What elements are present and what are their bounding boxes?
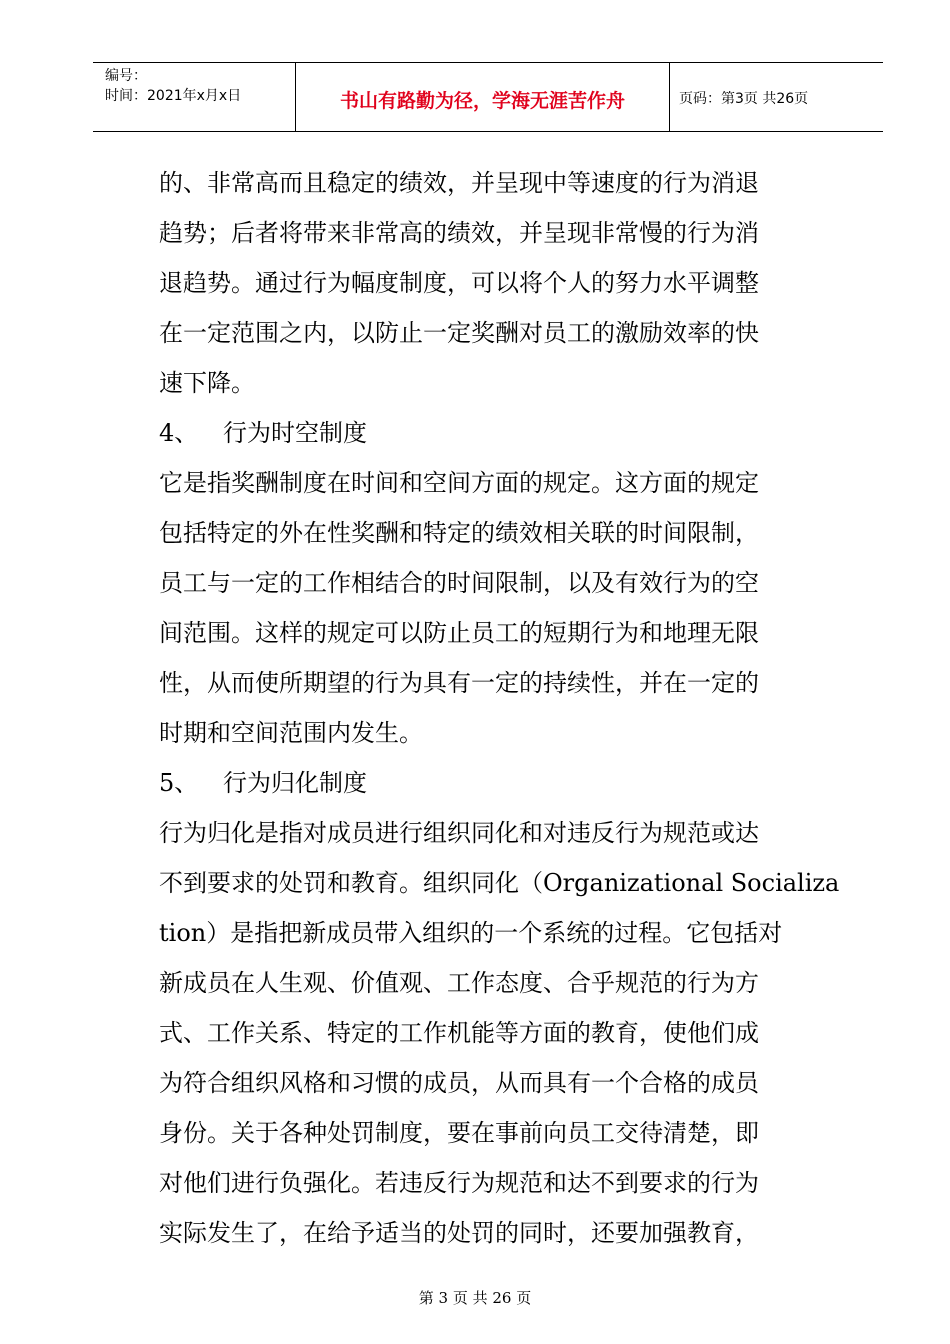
section4-line: 时期和空间范围内发生。 bbox=[159, 719, 423, 747]
section5-line: 行为归化是指对成员进行组织同化和对违反行为规范或达 bbox=[159, 819, 759, 847]
body-line: 速下降。 bbox=[159, 369, 255, 397]
header-motto: 书山有路勤为径，学海无涯苦作舟 bbox=[339, 90, 625, 112]
section5-line: tion）是指把新成员带入组织的一个系统的过程。它包括对 bbox=[159, 919, 783, 947]
section5-line: 对他们进行负强化。若违反行为规范和达不到要求的行为 bbox=[159, 1169, 759, 1197]
section-number: 4、 bbox=[159, 419, 199, 447]
section4-line: 间范围。这样的规定可以防止员工的短期行为和地理无限 bbox=[159, 619, 759, 647]
section5-line: 式、工作关系、特定的工作机能等方面的教育，使他们成 bbox=[159, 1019, 759, 1047]
body-line: 趋势；后者将带来非常高的绩效，并呈现非常慢的行为消 bbox=[159, 219, 759, 247]
section-number: 5、 bbox=[159, 769, 199, 797]
section5-line: 实际发生了，在给予适当的处罚的同时，还要加强教育， bbox=[159, 1219, 759, 1247]
section4-line: 员工与一定的工作相结合的时间限制，以及有效行为的空 bbox=[159, 569, 759, 597]
header-motto-cell bbox=[295, 63, 670, 131]
section-heading-4 bbox=[159, 408, 821, 458]
section-heading-5 bbox=[159, 758, 821, 808]
document-body bbox=[159, 158, 840, 1258]
document-header bbox=[93, 62, 883, 132]
section4-line: 包括特定的外在性奖酬和特定的绩效相关联的时间限制， bbox=[159, 519, 759, 547]
body-line: 在一定范围之内，以防止一定奖酬对员工的激励效率的快 bbox=[159, 319, 759, 347]
page-footer: 第 3 页 共 26 页 bbox=[418, 1289, 532, 1307]
document-time-label: 时间：2021年x月x日 bbox=[105, 88, 242, 104]
section-title: 行为时空制度 bbox=[223, 419, 367, 447]
body-line: 的、非常高而且稳定的绩效，并呈现中等速度的行为消退 bbox=[159, 169, 759, 197]
document-number-label: 编号： bbox=[105, 68, 147, 84]
section5-line: 不到要求的处罚和教育。组织同化（Organizational Socializa bbox=[159, 869, 840, 897]
section-title: 行为归化制度 bbox=[223, 769, 367, 797]
section5-line: 为符合组织风格和习惯的成员，从而具有一个合格的成员 bbox=[159, 1069, 759, 1097]
section5-line: 新成员在人生观、价值观、工作态度、合乎规范的行为方 bbox=[159, 969, 759, 997]
section4-line: 它是指奖酬制度在时间和空间方面的规定。这方面的规定 bbox=[159, 469, 759, 497]
section5-line: 身份。关于各种处罚制度，要在事前向员工交待清楚，即 bbox=[159, 1119, 759, 1147]
body-line: 退趋势。通过行为幅度制度，可以将个人的努力水平调整 bbox=[159, 269, 759, 297]
header-page-cell bbox=[669, 63, 883, 131]
header-page-info: 页码：第3页 共26页 bbox=[679, 91, 809, 107]
section4-line: 性，从而使所期望的行为具有一定的持续性，并在一定的 bbox=[159, 669, 759, 697]
header-meta bbox=[93, 63, 295, 131]
